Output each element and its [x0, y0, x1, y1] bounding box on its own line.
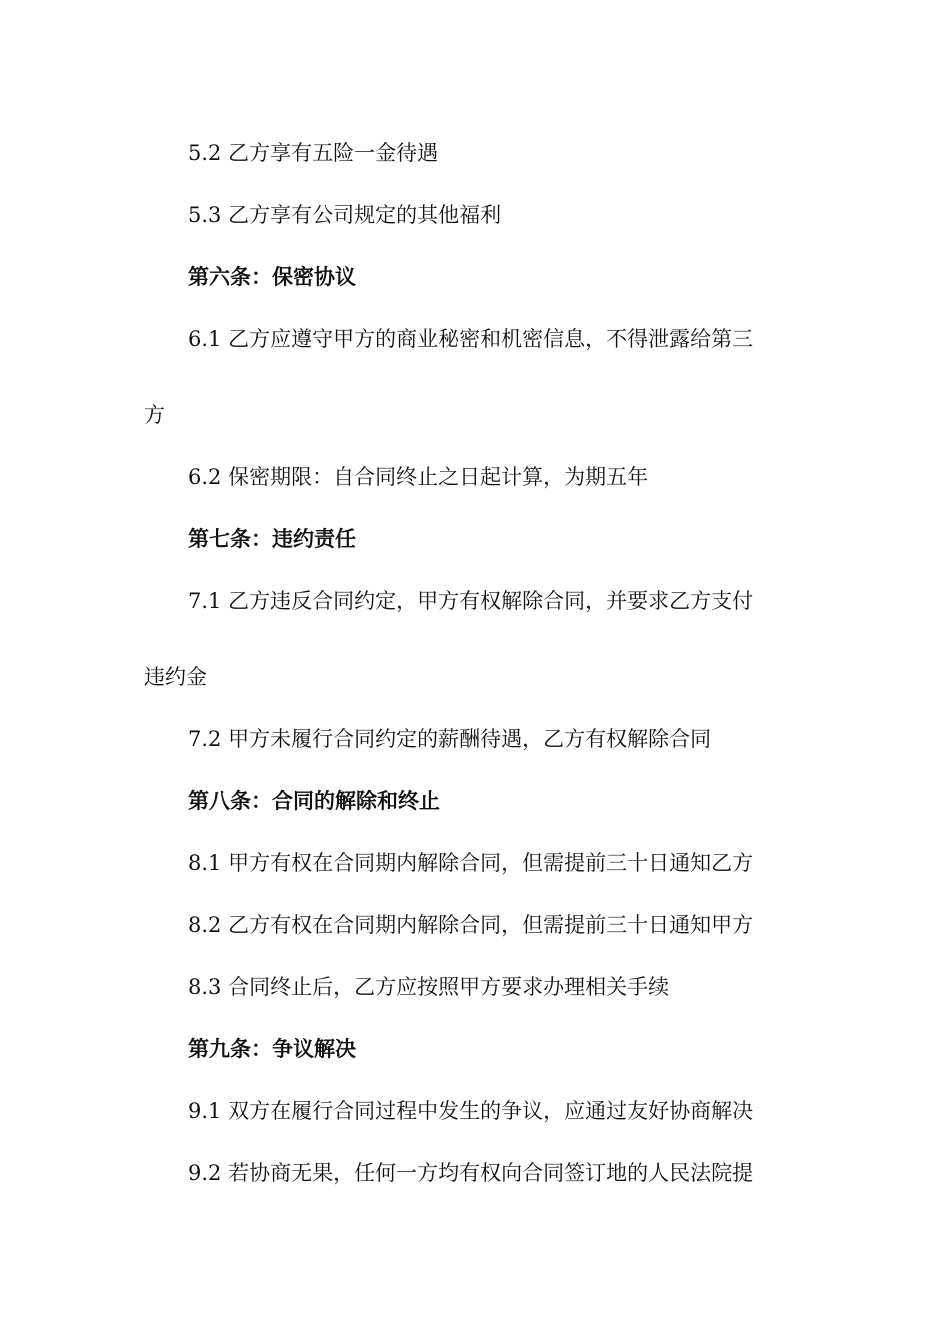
clause-6-1: 6.1 乙方应遵守甲方的商业秘密和机密信息，不得泄露给第三 [188, 327, 754, 351]
article-7-heading: 第七条：违约责任 [188, 527, 356, 551]
clause-7-2: 7.2 甲方未履行合同约定的薪酬待遇，乙方有权解除合同 [188, 727, 712, 751]
article-8-heading: 第八条：合同的解除和终止 [188, 789, 440, 813]
clause-7-1-continuation: 违约金 [144, 665, 207, 689]
clause-8-3: 8.3 合同终止后，乙方应按照甲方要求办理相关手续 [188, 975, 670, 999]
article-6-heading: 第六条：保密协议 [188, 265, 356, 289]
clause-5-3: 5.3 乙方享有公司规定的其他福利 [188, 203, 502, 227]
clause-6-1-continuation: 方 [144, 403, 165, 427]
clause-7-1: 7.1 乙方违反合同约定，甲方有权解除合同，并要求乙方支付 [188, 589, 754, 613]
clause-9-1: 9.1 双方在履行合同过程中发生的争议，应通过友好协商解决 [188, 1099, 754, 1123]
clause-9-2: 9.2 若协商无果，任何一方均有权向合同签订地的人民法院提 [188, 1161, 754, 1185]
clause-8-2: 8.2 乙方有权在合同期内解除合同，但需提前三十日通知甲方 [188, 913, 754, 937]
article-9-heading: 第九条：争议解决 [188, 1037, 356, 1061]
clause-8-1: 8.1 甲方有权在合同期内解除合同，但需提前三十日通知乙方 [188, 851, 754, 875]
clause-6-2: 6.2 保密期限：自合同终止之日起计算，为期五年 [188, 465, 649, 489]
clause-5-2: 5.2 乙方享有五险一金待遇 [188, 141, 439, 165]
